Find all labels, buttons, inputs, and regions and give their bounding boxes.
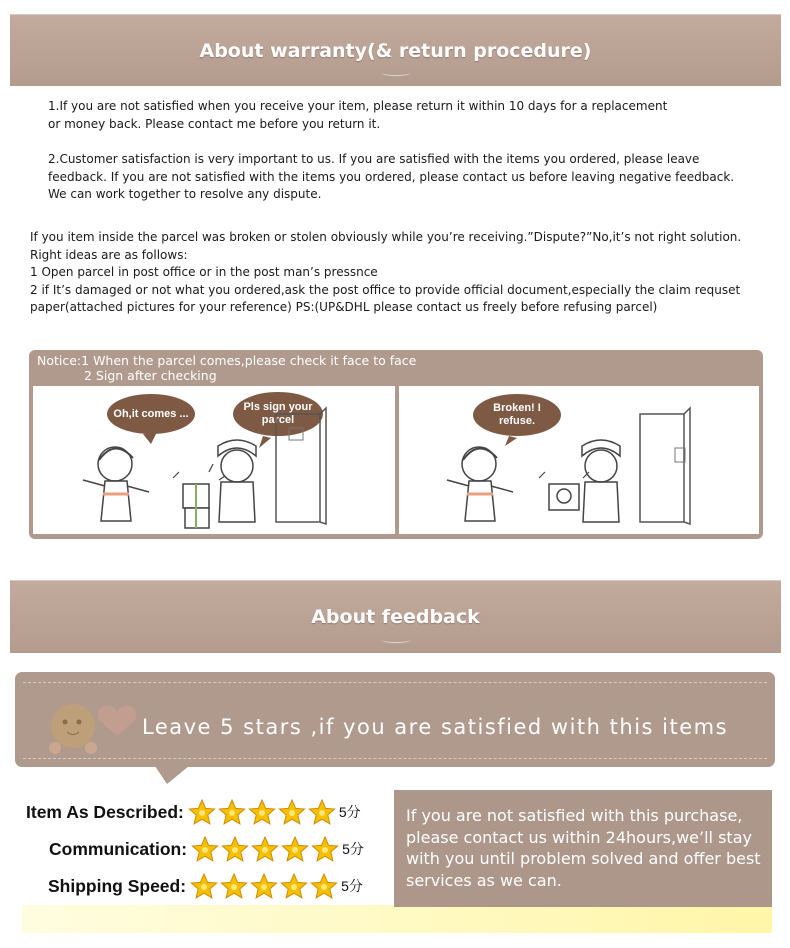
star-icon [190,835,220,863]
contact-line: services as we can. [406,870,562,890]
rating-label: Communication: [49,838,188,859]
rating-score: 5分 [342,841,364,857]
star-icon [309,872,339,900]
star-icon [280,835,310,863]
star-icon [277,798,307,826]
rating-score: 5分 [341,878,363,894]
text-line: feedback. If you are not satisfied with the items you ordered, please contact us before leaving negative feedback. [48,169,735,184]
warranty-paragraph-2 [48,151,734,204]
rating-label: Item As Described: [26,801,184,822]
contact-note [394,790,772,907]
bubble-tail [155,766,189,784]
notice-text [37,353,416,383]
star-icon [310,835,340,863]
warranty-paragraph-1 [48,98,667,133]
people-illustration [399,386,759,534]
people-illustration [33,386,395,534]
feedback-title: About feedback [311,606,480,628]
star-icon [247,798,277,826]
warranty-title: About warranty(& return procedure) [199,39,592,62]
star-icon [219,872,249,900]
text-line: If you item inside the parcel was broken or stolen obviously while you’re receiving.”Dispute?”No,it’s not right solution. [30,230,742,244]
text-line: paper(attached pictures for your reference) PS:(UP&DHL please contact us freely before refusing parcel) [30,300,658,314]
text-line: or money back. Please contact me before you return it. [48,116,381,131]
highlight-strip [22,905,772,933]
star-icon [217,798,247,826]
text-line: 2.Customer satisfaction is very important to us. If you are satisfied with the items you ordered, please leave [48,152,700,166]
text-line: 2 if It’s damaged or not what you ordered,ask the post office to provide official document,especially the claim requset [30,282,741,297]
star-icon [189,872,219,900]
star-rating [190,835,340,863]
rating-score: 5分 [338,804,361,820]
rating-row-communication [49,834,364,864]
star-icon [220,835,250,863]
star-rating [187,798,337,826]
star-icon [307,798,337,826]
bubble-text: Pls sign your parcel [243,401,313,426]
warranty-banner [10,14,781,86]
star-icon [250,835,280,863]
contact-line: with you until problem solved and offer best [406,849,761,868]
bubble-text: Broken! I refuse. [493,402,541,427]
text-line: We can work together to resolve any dispute. [48,187,322,201]
rating-row-shipping-speed [48,871,363,901]
notice-panel [29,350,763,539]
notice-line-2: 2 Sign after checking [84,368,217,383]
star-rating [189,872,339,900]
mascot-heart-icon [25,682,145,762]
illustration-check-parcel [33,386,395,534]
contact-line: please contact us within 24hours,we’ll stay [406,827,752,847]
bubble-text: Oh,it comes ... [113,407,189,420]
rating-row-item-described [26,797,361,827]
text-line: 1 Open parcel in post office or in the post man’s pressnce [30,265,378,279]
banner-swoosh [381,70,411,76]
star-icon [187,798,217,826]
illustration-refuse-parcel [399,386,759,534]
text-line: 1.If you are not satisfied when you receive your item, please return it within 10 days for a replacement [48,99,668,113]
banner-swoosh [381,637,411,643]
star-icon [249,872,279,900]
dispute-paragraph [30,229,741,317]
rating-label: Shipping Speed: [48,875,187,896]
leave-stars-text: Leave 5 stars ,if you are satisfied with this items [142,715,729,739]
text-line: Right ideas are as follows: [30,247,188,262]
star-icon [279,872,309,900]
notice-line-1: Notice:1 When the parcel comes,please check it face to face [37,353,417,368]
feedback-banner [10,580,781,653]
contact-line: If you are not satisfied with this purchase, [406,806,743,825]
